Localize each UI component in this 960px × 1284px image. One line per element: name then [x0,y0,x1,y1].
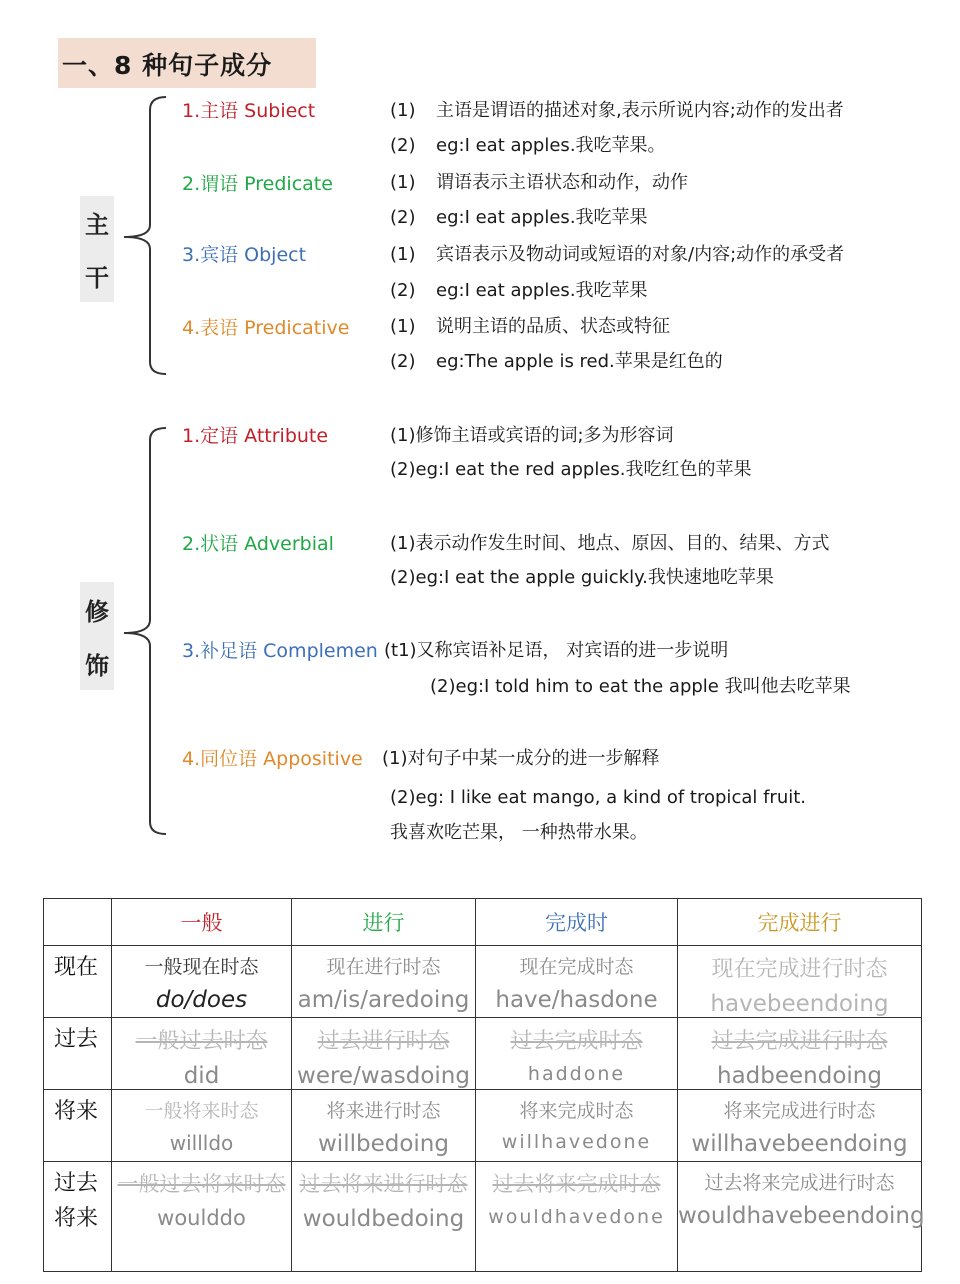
table-cell: 过去将来进行时态 wouldbedoing [292,1162,476,1272]
term-predicative: 4.表语 Predicative [182,317,350,339]
page-title: 一、8 种句子成分 [62,51,273,80]
complement-line-2: (2)eg:I told him to eat the apple 我叫他去吃苹果 [430,676,851,697]
main-group-label: 主 干 [80,196,114,302]
term-complement: 3.补足语 Complemen [182,640,378,662]
table-cell: 过去进行时态 were/wasdoing [292,1018,476,1090]
predicative-line-1: (1) 说明主语的品质、状态或特征 [390,316,670,337]
adverbial-line-2: (2)eg:I eat the apple guickly.我快速地吃苹果 [390,567,774,588]
table-cell: 一般将来时态 willldo [112,1090,292,1162]
table-row [44,1018,922,1090]
term-attribute: 1.定语 Attribute [182,425,329,447]
table-cell: 将来完成时态 willhavedone [476,1090,678,1162]
attribute-line-2: (2)eg:I eat the red apples.我吃红色的苹果 [390,459,752,480]
header-perfect-progressive: 完成进行 [678,899,922,946]
term-adverbial: 2.状语 Adverbial [182,533,334,555]
table-cell: 过去将来完成进行时态 wouldhavebeendoing [678,1162,922,1272]
table-row [44,946,922,1018]
table-cell: 现在完成时态 have/hasdone [476,946,678,1018]
subject-line-1: (1) 主语是谓语的描述对象,表示所说内容;动作的发出者 [390,100,844,121]
header-perfect: 完成时 [476,899,678,946]
header-progressive: 进行 [292,899,476,946]
table-cell: 一般过去将来时态 woulddo [112,1162,292,1272]
term-object: 3.宾语 Object [182,244,307,266]
appositive-line-3: 我喜欢吃芒果， 一种热带水果。 [390,822,648,843]
modifier-group-label: 修 饰 [80,582,114,690]
predicate-line-2: (2) eg:I eat apples.我吃苹果 [390,207,648,228]
row-label-present: 现在 [44,946,112,1018]
term-appositive: 4.同位语 Appositive [182,748,363,770]
predicate-line-1: (1) 谓语表示主语状态和动作，动作 [390,172,688,193]
table-cell: 现在进行时态 am/is/aredoing [292,946,476,1018]
header-simple: 一般 [112,899,292,946]
subject-line-2: (2) eg:I eat apples.我吃苹果。 [390,135,666,156]
table-cell: 将来完成进行时态 willhavebeendoing [678,1090,922,1162]
object-line-2: (2) eg:I eat apples.我吃苹果 [390,280,648,301]
table-header-row [44,899,922,946]
term-predicate: 2.谓语 Predicate [182,173,333,195]
row-label-past: 过去 [44,1018,112,1090]
table-row [44,1090,922,1162]
attribute-line-1: (1)修饰主语或宾语的词;多为形容词 [390,425,674,446]
predicative-line-2: (2) eg:The apple is red.苹果是红色的 [390,351,723,372]
table-cell: 过去完成时态 haddone [476,1018,678,1090]
row-label-past-future: 过去 将来 [44,1162,112,1272]
complement-line-1: (t1)又称宾语补足语， 对宾语的进一步说明 [384,640,729,661]
term-subject: 1.主语 Subiect [182,100,316,122]
row-label-future: 将来 [44,1090,112,1162]
table-cell: 现在完成进行时态 havebeendoing [678,946,922,1018]
table-cell: 过去将来完成时态 wouldhavedone [476,1162,678,1272]
adverbial-line-1: (1)表示动作发生时间、地点、原因、目的、结果、方式 [390,533,830,554]
table-cell: 一般过去时态 did [112,1018,292,1090]
corner-cell [44,899,112,946]
tense-table [43,898,925,1272]
table-row [44,1162,922,1272]
table-cell: 将来进行时态 willbedoing [292,1090,476,1162]
table-cell: 过去完成进行时态 hadbeendoing [678,1018,922,1090]
appositive-line-1: (1)对句子中某一成分的进一步解释 [382,748,660,769]
appositive-line-2: (2)eg: I like eat mango, a kind of tropical fruit. [390,787,807,808]
table-cell: 一般现在时态 do/does [112,946,292,1018]
object-line-1: (1) 宾语表示及物动词或短语的对象/内容;动作的承受者 [390,244,845,265]
